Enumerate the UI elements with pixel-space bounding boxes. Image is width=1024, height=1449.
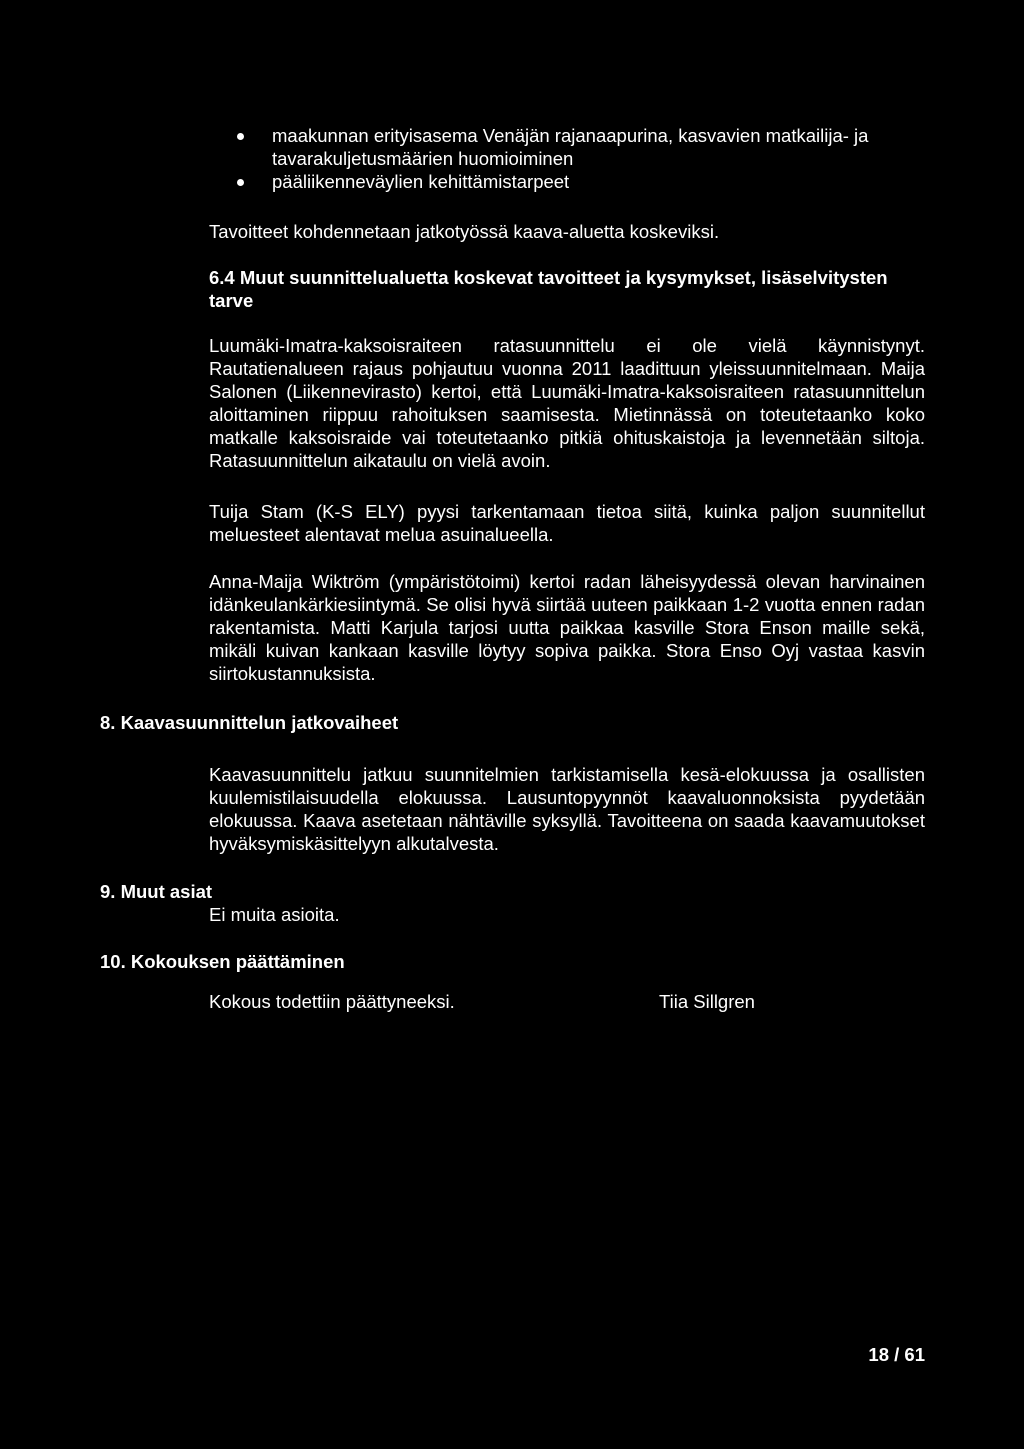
section-8-text: Kaavasuunnittelu jatkuu suunnitelmien tarkistamisella kesä-elokuussa ja osallisten kuulemistilaisuudella elokuussa. Lausuntopyynnöt kaavaluonnoksista pyydetään elokuussa. Kaava asetetaan nähtäville syksyllä. Tavoitteena on saada kaavamuutokset hyväksymiskäsittelyyn alkutalvesta. [209,764,925,854]
section-6-4-heading: 6.4 Muut suunnittelualuetta koskevat tavoitteet ja kysymykset, lisäselvitysten tarve [209,267,888,311]
section-9-heading: 9. Muut asiat [100,881,213,902]
section-6-4-paragraph-2: Tuija Stam (K-S ELY) pyysi tarkentamaan tietoa siitä, kuinka paljon suunnitellut meluesteet alentavat melua asuinalueella. [209,501,925,545]
section-10-heading: 10. Kokouksen päättäminen [100,951,345,972]
bullet-list [237,124,937,193]
bullet-icon [237,179,244,186]
bullet-icon [237,133,244,140]
section-8-heading: 8. Kaavasuunnittelun jatkovaiheet [100,712,399,733]
closing-text: Kokous todettiin päättyneeksi. [209,991,455,1012]
list-item: pääliikenneväylien kehittämistarpeet [237,170,937,193]
section-6-4-paragraph-1: Luumäki-Imatra-kaksoisraiteen ratasuunnittelu ei ole vielä käynnistynyt. Rautatienalueen rajaus pohjautuu vuonna 2011 laadittuun yleissuunnitelmaan. Maija Salonen (Liikennevirasto) kertoi, että Luumäki-Imatra-kaksoisraiteen ratasuunnittelun aloittaminen riippuu rahoituksen saamisesta. Mietinnässä on toteutetaanko koko matkalle kaksoisraide vai toteutetaanko pitkiä ohituskaistoja ja levennetään siltoja. Ratasuunnittelun aikataulu on vielä avoin. [209,335,925,471]
page-number: 18 / 61 [868,1344,925,1365]
section-6-4-paragraph-3: Anna-Maija Wiktröm (ympäristötoimi) kertoi radan läheisyydessä olevan harvinainen idänkeulankärkiesiintymä. Se olisi hyvä siirtää uuteen paikkaan 1-2 vuotta ennen radan rakentamista. Matti Karjula tarjosi uutta paikkaa kasville Stora Enson maille sekä, mikäli kuivan kankaan kasville löytyy sopiva paikka. Stora Enso Oyj vastaa kasvin siirtokustannuksista. [209,571,925,684]
list-item: maakunnan erityisasema Venäjän rajanaapurina, kasvavien matkailija- ja tavarakuljetusmäärien huomioiminen [237,124,937,170]
goals-text: Tavoitteet kohdennetaan jatkotyössä kaava-aluetta koskeviksi. [209,221,720,242]
signature: Tiia Sillgren [659,991,755,1012]
section-9-text: Ei muita asioita. [209,904,340,925]
